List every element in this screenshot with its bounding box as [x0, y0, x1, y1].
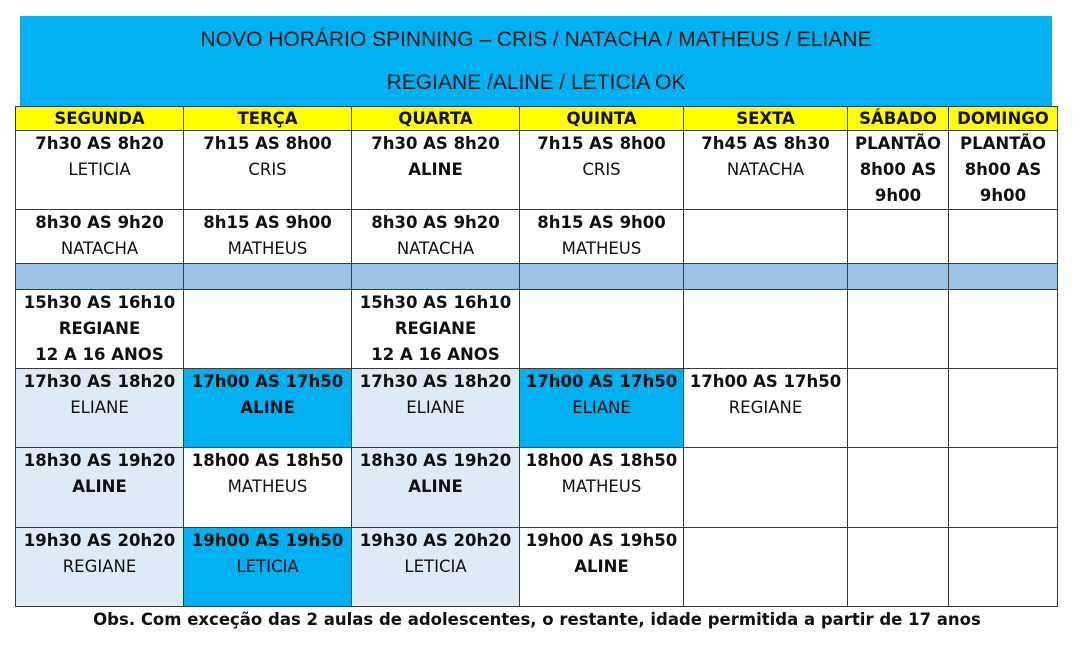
empty-cell: [520, 289, 684, 368]
instructor-name: ELIANE: [70, 398, 129, 418]
class-time: 8h15 AS 9h00: [537, 213, 666, 233]
footer-note: Obs. Com exceção das 2 aulas de adolescentes, o restante, idade permitida a partir de 17 anos: [93, 610, 981, 629]
class-cell: [16, 210, 184, 263]
class-cell: [520, 448, 684, 527]
plantao-time-start: 8h00 AS: [859, 160, 937, 180]
empty-cell: [684, 527, 848, 606]
empty-cell: [848, 369, 949, 448]
empty-cell: [184, 289, 352, 368]
class-cell: [16, 369, 184, 448]
class-time: 7h15 AS 8h00: [537, 134, 666, 154]
class-cell: [520, 131, 684, 210]
class-cell: [684, 131, 848, 210]
instructor-name: LETICIA: [404, 556, 467, 576]
instructor-name: ALINE: [408, 477, 463, 497]
instructor-name: LETICIA: [236, 556, 299, 576]
class-time: 19h30 AS 20h20: [359, 530, 512, 550]
empty-cell: [949, 527, 1058, 606]
separator-row: [16, 263, 1058, 289]
table-row: [16, 210, 1058, 263]
age-range: 12 A 16 ANOS: [35, 344, 164, 364]
class-time: 8h30 AS 9h20: [35, 213, 164, 233]
table-row: [16, 369, 1058, 448]
class-time: 18h00 AS 18h50: [191, 451, 344, 471]
instructor-name: NATACHA: [726, 160, 805, 180]
class-time: 7h15 AS 8h00: [203, 134, 332, 154]
header-row: [16, 107, 1058, 131]
class-time: 17h30 AS 18h20: [23, 372, 176, 392]
plantao-cell-sabado: [848, 131, 949, 210]
day-header-segunda: SEGUNDA: [16, 107, 184, 131]
empty-cell: [848, 448, 949, 527]
instructor-name: CRIS: [582, 160, 621, 180]
class-cell: [16, 131, 184, 210]
class-cell: [520, 527, 684, 606]
day-header-terca: TERÇA: [184, 107, 352, 131]
class-time: 17h00 AS 17h50: [689, 372, 842, 392]
day-header-quarta: QUARTA: [352, 107, 520, 131]
class-time: 17h30 AS 18h20: [359, 372, 512, 392]
instructor-name: NATACHA: [396, 239, 475, 259]
instructor-name: LETICIA: [68, 160, 131, 180]
class-time: 19h00 AS 19h50: [191, 530, 344, 550]
class-cell: [352, 131, 520, 210]
day-header-sexta: SEXTA: [684, 107, 848, 131]
plantao-time-end: 9h00: [979, 186, 1027, 206]
class-cell: [520, 369, 684, 448]
class-cell: [352, 369, 520, 448]
class-time: 18h30 AS 19h20: [359, 451, 512, 471]
instructor-name: ALINE: [72, 477, 127, 497]
class-time: 18h30 AS 19h20: [23, 451, 176, 471]
class-cell: [16, 289, 184, 368]
class-cell: [184, 131, 352, 210]
table-row: [16, 131, 1058, 210]
title-banner: [20, 16, 1052, 106]
separator-cell: [16, 263, 184, 289]
day-header-quinta: QUINTA: [520, 107, 684, 131]
age-range: 12 A 16 ANOS: [371, 344, 500, 364]
empty-cell: [848, 527, 949, 606]
separator-cell: [352, 263, 520, 289]
instructor-name: MATHEUS: [561, 477, 642, 497]
instructor-name: MATHEUS: [227, 239, 308, 259]
title-line-1: NOVO HORÁRIO SPINNING – CRIS / NATACHA / MATHEUS / ELIANE: [200, 28, 872, 51]
day-header-sabado: SÁBADO: [848, 107, 949, 131]
separator-cell: [949, 263, 1058, 289]
empty-cell: [684, 289, 848, 368]
table-row: [16, 289, 1058, 368]
separator-cell: [684, 263, 848, 289]
class-cell: [184, 369, 352, 448]
class-time: 17h00 AS 17h50: [525, 372, 678, 392]
class-cell: [184, 448, 352, 527]
class-time: 18h00 AS 18h50: [525, 451, 678, 471]
class-time: 8h30 AS 9h20: [371, 213, 500, 233]
class-cell: [184, 527, 352, 606]
class-cell: [352, 289, 520, 368]
class-time: 19h00 AS 19h50: [525, 530, 678, 550]
instructor-name: ALINE: [408, 160, 463, 180]
instructor-name: ELIANE: [572, 398, 631, 418]
empty-cell: [949, 369, 1058, 448]
instructor-name: MATHEUS: [227, 477, 308, 497]
instructor-name: ELIANE: [406, 398, 465, 418]
plantao-time-start: 8h00 AS: [964, 160, 1042, 180]
class-cell: [352, 527, 520, 606]
class-time: 7h45 AS 8h30: [701, 134, 830, 154]
instructor-name: REGIANE: [62, 556, 137, 576]
day-header-domingo: DOMINGO: [949, 107, 1058, 131]
class-time: 15h30 AS 16h10: [359, 292, 512, 312]
class-time: 8h15 AS 9h00: [203, 213, 332, 233]
class-cell: [352, 448, 520, 527]
plantao-label: PLANTÃO: [855, 134, 941, 154]
empty-cell: [684, 210, 848, 263]
class-cell: [16, 448, 184, 527]
empty-cell: [949, 448, 1058, 527]
empty-cell: [684, 448, 848, 527]
class-time: 7h30 AS 8h20: [35, 134, 164, 154]
class-cell: [684, 369, 848, 448]
separator-cell: [848, 263, 949, 289]
instructor-name: ALINE: [240, 398, 295, 418]
instructor-name: REGIANE: [58, 318, 141, 338]
class-cell: [520, 210, 684, 263]
table-row: [16, 448, 1058, 527]
class-time: 17h00 AS 17h50: [191, 372, 344, 392]
empty-cell: [949, 210, 1058, 263]
table-row: [16, 527, 1058, 606]
instructor-name: MATHEUS: [561, 239, 642, 259]
title-line-2: REGIANE /ALINE / LETICIA OK: [386, 71, 686, 94]
empty-cell: [848, 210, 949, 263]
instructor-name: REGIANE: [394, 318, 477, 338]
plantao-label: PLANTÃO: [960, 134, 1046, 154]
class-time: 19h30 AS 20h20: [23, 530, 176, 550]
class-time: 7h30 AS 8h20: [371, 134, 500, 154]
separator-cell: [184, 263, 352, 289]
class-cell: [16, 527, 184, 606]
instructor-name: NATACHA: [60, 239, 139, 259]
empty-cell: [848, 289, 949, 368]
class-time: 15h30 AS 16h10: [23, 292, 176, 312]
instructor-name: ALINE: [574, 556, 629, 576]
plantao-cell-domingo: [949, 131, 1058, 210]
instructor-name: CRIS: [248, 160, 287, 180]
class-cell: [352, 210, 520, 263]
plantao-time-end: 9h00: [874, 186, 922, 206]
instructor-name: REGIANE: [728, 398, 803, 418]
schedule-table: [15, 106, 1058, 607]
separator-cell: [520, 263, 684, 289]
empty-cell: [949, 289, 1058, 368]
class-cell: [184, 210, 352, 263]
